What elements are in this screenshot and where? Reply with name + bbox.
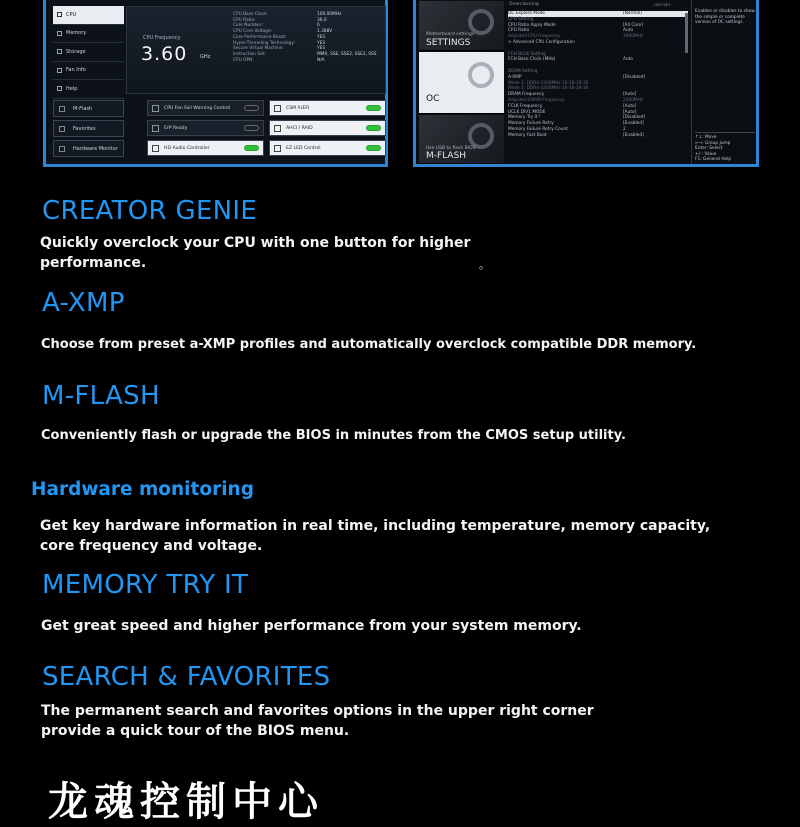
monitor-icon [59, 146, 65, 152]
m-flash-card[interactable]: Use USB to flash BIOS M-FLASH [419, 115, 504, 164]
feature-title-a-xmp: A-XMP [42, 288, 125, 318]
toggle-switch[interactable] [244, 125, 259, 131]
csm-icon [274, 105, 281, 112]
cpu-spec-values: 100.00MHz 36.0 6 1.388V YES YES YES MMX, SSE, SSE2, SSE3, SSS N/A [317, 12, 377, 63]
oc-setting-value: [All Core] [623, 22, 643, 28]
ez-feature-tiles [147, 100, 387, 156]
oc-setting-value: 3600MHz [623, 34, 644, 40]
toggle-switch[interactable] [366, 145, 381, 151]
oc-setting-key: DRAM Setting [508, 68, 538, 74]
oc-setting-value: [Auto] [623, 103, 637, 109]
feature-title-search-favorites: SEARCH & FAVORITES [42, 662, 331, 692]
footer-heading: 龙魂控制中心 [48, 779, 324, 825]
oc-side-menu [419, 1, 504, 164]
cpu-frequency-value: 3.60 [141, 43, 188, 65]
oc-setting-value: Auto [623, 28, 633, 34]
oc-setting-key: OC Explore Mode [508, 11, 545, 16]
help-text: Enables or disables to show the simple or complete version of OC settings. [695, 9, 755, 26]
oc-setting-key: Mode 2: DDR4-3200MHz 16-18-18-36 [508, 86, 589, 92]
oc-setting-key: Memory Try It ! [508, 115, 541, 121]
feature-title-creator-genie: CREATOR GENIE [42, 196, 258, 226]
cpu-frequency-unit: GHz [200, 54, 211, 60]
ez-nav-fan-info[interactable]: Fan Info [53, 62, 124, 81]
feature-title-m-flash: M-FLASH [42, 381, 160, 411]
scrollbar[interactable] [685, 13, 688, 53]
tile-erp-ready[interactable]: ErP Ready [147, 120, 264, 136]
memory-icon [57, 31, 62, 36]
settings-card[interactable]: Motherboard settings SETTINGS [419, 1, 504, 51]
ez-nav-memory[interactable]: Memory [53, 25, 124, 44]
oc-setting-key: CPU Ratio [508, 28, 530, 34]
oc-setting-key: A-XMP [508, 74, 522, 80]
ez-bottom-menu [53, 100, 124, 160]
oc-setting-value: [Enabled] [623, 132, 644, 138]
oc-setting-key: Adjusted CPU Frequency [508, 34, 561, 40]
storage-icon [57, 49, 62, 54]
ez-nav-storage[interactable]: Storage [53, 43, 124, 62]
cpu-frequency-label: CPU Frequency [143, 35, 181, 41]
toggle-switch[interactable] [366, 105, 381, 111]
hardware-monitor-button[interactable]: Hardware Monitor [53, 140, 124, 157]
star-icon [59, 126, 65, 132]
fan-warning-icon [152, 105, 159, 112]
ez-nav [53, 6, 124, 99]
oc-setting-value: 2 [623, 126, 626, 132]
cpu-info-panel [126, 6, 386, 94]
tile-ez-led-control[interactable]: EZ LED Control [269, 140, 386, 156]
ez-nav-cpu[interactable]: CPU [53, 6, 124, 25]
oc-setting-value: [Normal] [623, 11, 642, 16]
feature-desc-m-flash: Conveniently flash or upgrade the BIOS in minutes from the CMOS setup utility. [41, 428, 626, 443]
oc-setting-key: > Advanced CPU Configuration [508, 39, 575, 45]
oc-setting-value: 2400MHz [623, 97, 644, 103]
oc-setting-value: [Disabled] [623, 115, 646, 121]
oc-page-title: Overclocking [509, 2, 539, 7]
oc-setting-row[interactable] [508, 133, 688, 139]
speedometer-icon [468, 62, 494, 88]
stray-punctuation: 。 [479, 258, 490, 271]
tile-csm-uefi[interactable]: CSM /UEFI [269, 100, 386, 116]
tile-hd-audio-controller[interactable]: HD Audio Controller [147, 140, 264, 156]
oc-setting-key: Adjusted DRAM Frequency [508, 97, 565, 103]
disk-icon [274, 125, 281, 132]
feature-title-memory-try-it: MEMORY TRY IT [42, 570, 249, 600]
toggle-switch[interactable] [244, 145, 259, 151]
bios-ez-mode-screenshot [43, 0, 388, 167]
cpu-spec-labels: CPU Base Clock: CPU Ratio: Core Number: CPU Core Voltage: Core Performance Boost: Hyper-Threading Technology: Secure Virtual Machine: Instruction Set: CPU OPN: [233, 12, 296, 63]
favorites-button[interactable]: Favorites [53, 120, 124, 137]
toggle-switch[interactable] [366, 125, 381, 131]
tile-cpu-fan-fail-warning[interactable]: CPU Fan Fail Warning Control [147, 100, 264, 116]
led-icon [274, 145, 281, 152]
oc-setting-key: Memory Failure Retry [508, 121, 554, 127]
oc-setting-key: CPU Ratio Apply Mode [508, 22, 556, 28]
oc-setting-value: [Disabled] [623, 74, 646, 80]
oc-card[interactable]: OC [419, 52, 504, 114]
toggle-switch[interactable] [244, 105, 259, 111]
oc-setting-key: DRAM Frequency [508, 92, 545, 98]
feature-desc-hardware-monitoring: Get key hardware information in real time, including temperature, memory capacity, core frequency and voltage. [40, 518, 711, 554]
hot-key-label[interactable]: HOT KEY [654, 2, 671, 7]
oc-setting-value: [Auto] [623, 92, 637, 98]
bios-oc-screenshot [413, 0, 759, 167]
oc-setting-key: Mode 1: DDR4-3200MHz 16-18-18-36 [508, 80, 589, 86]
oc-setting-key: FCH Base Clock (MHz) [508, 57, 556, 63]
oc-setting-value: [Auto] [623, 109, 637, 115]
oc-setting-key: CPU Setting [508, 16, 534, 22]
fan-icon [57, 68, 62, 73]
oc-setting-value: Auto [623, 57, 633, 63]
oc-setting-key: FCH BCLK Setting [508, 51, 546, 57]
oc-setting-key: UCLK DIV1 MODE [508, 109, 546, 115]
erp-icon [152, 125, 159, 132]
feature-title-hardware-monitoring: Hardware monitoring [31, 479, 254, 500]
oc-setting-key: Memory Failure Retry Count [508, 126, 568, 132]
oc-setting-key: FCLK Frequency [508, 103, 543, 109]
feature-desc-creator-genie: Quickly overclock your CPU with one button for higher performance. [40, 235, 471, 271]
key-legend: ↑↓: Move ←→: Group Jump Enter: Select +/-: Value F1: General Help [695, 132, 755, 163]
oc-setting-value: [Enabled] [623, 121, 644, 127]
feature-desc-search-favorites: The permanent search and favorites options in the upper right corner provide a quick tour of the BIOS menu. [41, 703, 594, 739]
help-panel [691, 0, 759, 164]
cpu-icon [57, 12, 62, 17]
flash-icon [59, 106, 65, 112]
audio-icon [152, 145, 159, 152]
feature-desc-a-xmp: Choose from preset a-XMP profiles and automatically overclock compatible DDR memory. [41, 337, 697, 352]
feature-desc-memory-try-it: Get great speed and higher performance from your system memory. [41, 618, 582, 634]
oc-rows [508, 11, 688, 139]
ez-nav-help[interactable]: Help [53, 80, 124, 99]
help-icon [57, 86, 62, 91]
oc-setting-key: Memory Fast Boot [508, 132, 547, 138]
m-flash-button[interactable]: M-Flash [53, 100, 124, 117]
tile-ahci-raid[interactable]: AHCI / RAID [269, 120, 386, 136]
